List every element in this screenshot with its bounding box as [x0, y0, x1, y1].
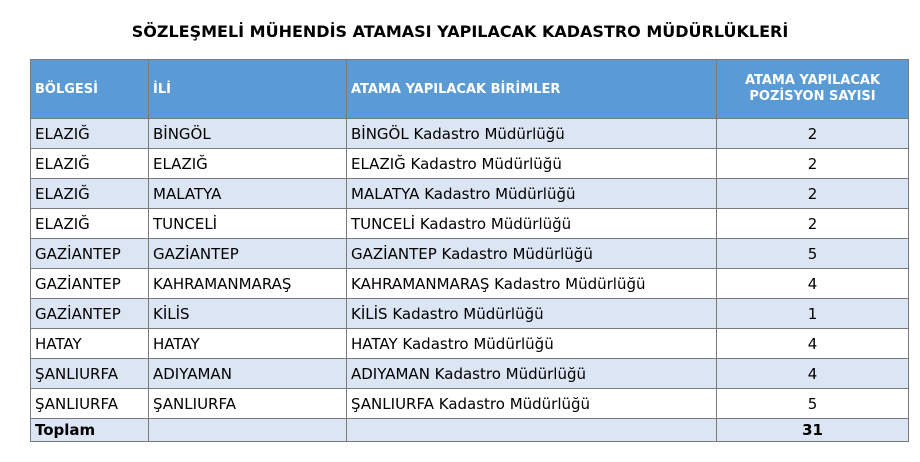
province-cell: KAHRAMANMARAŞ: [149, 269, 347, 299]
header-units: ATAMA YAPILACAK BİRİMLER: [347, 60, 717, 119]
region-cell: ELAZIĞ: [31, 149, 149, 179]
table-header-row: [31, 60, 909, 119]
region-cell: GAZİANTEP: [31, 299, 149, 329]
position-count-cell: 2: [717, 209, 909, 239]
header-position-count-line2: POZİSYON SAYISI: [749, 89, 876, 104]
header-position-count-line1: ATAMA YAPILACAK: [744, 73, 881, 88]
position-count-cell: 2: [717, 119, 909, 149]
province-cell: ŞANLIURFA: [149, 389, 347, 419]
table-row: [31, 209, 909, 239]
region-cell: HATAY: [31, 329, 149, 359]
header-position-count: [717, 60, 909, 119]
position-count-cell: 4: [717, 359, 909, 389]
table-row: [31, 179, 909, 209]
position-count-cell: 1: [717, 299, 909, 329]
total-value: 31: [717, 419, 909, 442]
table-row: [31, 329, 909, 359]
assignment-table: [30, 59, 909, 442]
region-cell: GAZİANTEP: [31, 239, 149, 269]
province-cell: ELAZIĞ: [149, 149, 347, 179]
unit-cell: KİLİS Kadastro Müdürlüğü: [347, 299, 717, 329]
unit-cell: TUNCELİ Kadastro Müdürlüğü: [347, 209, 717, 239]
position-count-cell: 5: [717, 239, 909, 269]
position-count-cell: 2: [717, 149, 909, 179]
position-count-cell: 4: [717, 329, 909, 359]
table-row: [31, 239, 909, 269]
table-row: [31, 389, 909, 419]
total-label: Toplam: [31, 419, 149, 442]
unit-cell: ELAZIĞ Kadastro Müdürlüğü: [347, 149, 717, 179]
region-cell: ŞANLIURFA: [31, 359, 149, 389]
region-cell: ELAZIĞ: [31, 119, 149, 149]
position-count-cell: 5: [717, 389, 909, 419]
province-cell: KİLİS: [149, 299, 347, 329]
unit-cell: GAZİANTEP Kadastro Müdürlüğü: [347, 239, 717, 269]
page-title: SÖZLEŞMELİ MÜHENDİS ATAMASI YAPILACAK KADASTRO MÜDÜRLÜKLERİ: [131, 22, 789, 41]
unit-cell: KAHRAMANMARAŞ Kadastro Müdürlüğü: [347, 269, 717, 299]
table-row: [31, 149, 909, 179]
table-row: [31, 359, 909, 389]
header-province: İLİ: [149, 60, 347, 119]
total-row: [31, 419, 909, 442]
table-row: [31, 299, 909, 329]
province-cell: MALATYA: [149, 179, 347, 209]
unit-cell: ADIYAMAN Kadastro Müdürlüğü: [347, 359, 717, 389]
province-cell: HATAY: [149, 329, 347, 359]
position-count-cell: 4: [717, 269, 909, 299]
region-cell: GAZİANTEP: [31, 269, 149, 299]
region-cell: ŞANLIURFA: [31, 389, 149, 419]
total-empty-cell: [347, 419, 717, 442]
unit-cell: HATAY Kadastro Müdürlüğü: [347, 329, 717, 359]
position-count-cell: 2: [717, 179, 909, 209]
province-cell: GAZİANTEP: [149, 239, 347, 269]
unit-cell: MALATYA Kadastro Müdürlüğü: [347, 179, 717, 209]
table-row: [31, 269, 909, 299]
region-cell: ELAZIĞ: [31, 179, 149, 209]
total-empty-cell: [149, 419, 347, 442]
header-region: BÖLGESİ: [31, 60, 149, 119]
unit-cell: BİNGÖL Kadastro Müdürlüğü: [347, 119, 717, 149]
province-cell: BİNGÖL: [149, 119, 347, 149]
table-row: [31, 119, 909, 149]
province-cell: TUNCELİ: [149, 209, 347, 239]
unit-cell: ŞANLIURFA Kadastro Müdürlüğü: [347, 389, 717, 419]
province-cell: ADIYAMAN: [149, 359, 347, 389]
region-cell: ELAZIĞ: [31, 209, 149, 239]
